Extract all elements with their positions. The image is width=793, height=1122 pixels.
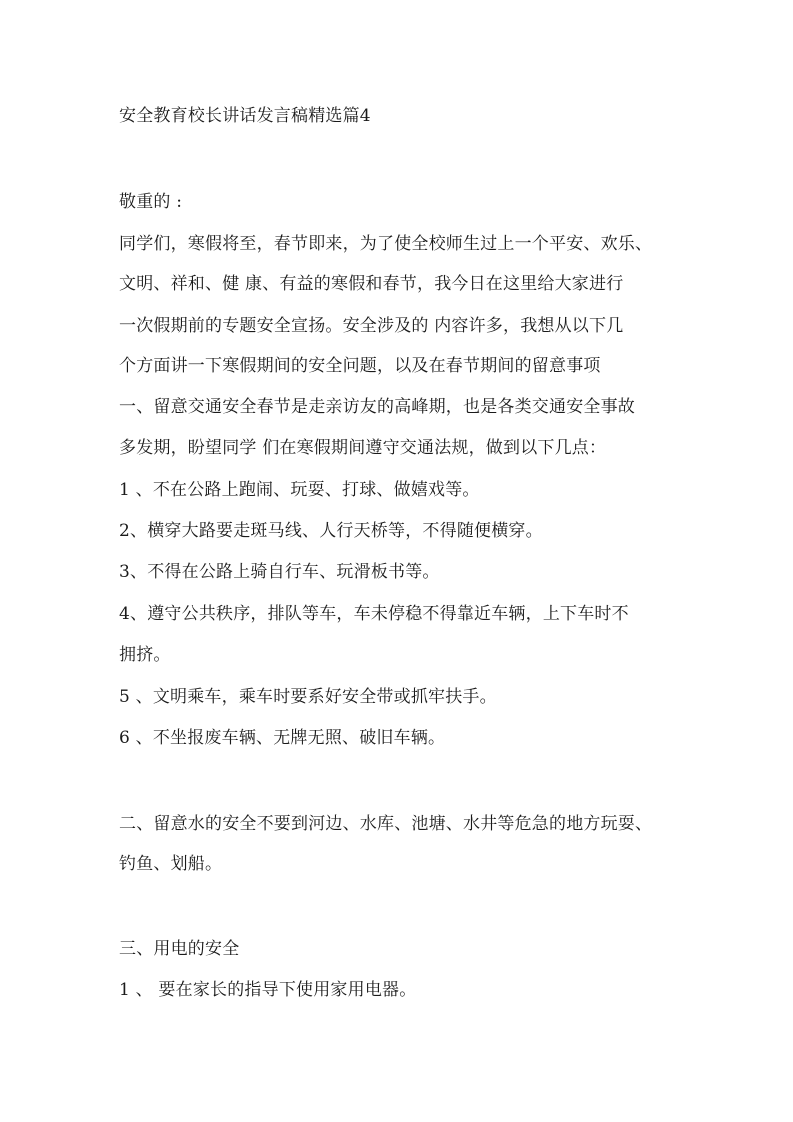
section1-heading-line: 多发期，盼望同学 们在寒假期间遵守交通法规，做到以下几点： [119,438,607,458]
section1-item: 3、不得在公路上骑自行车、玩滑板书等。 [119,562,440,582]
intro-line: 同学们，寒假将至，春节即来，为了使全校师生过上一个平安、欢乐、 [119,234,653,254]
salutation: 敬重的 : [119,192,183,212]
section1-item: 4、遵守公共秩序，排队等车，车未停稳不得靠近车辆，上下车时不 [119,604,629,624]
intro-line: 文明、祥和、健 康、有益的寒假和春节，我今日在这里给大家进行 [119,274,624,294]
intro-line: 一次假期前的专题安全宣扬。安全涉及的 内容许多，我想从以下几 [119,316,624,336]
section1-heading-line: 一、留意交通安全春节是走亲访友的高峰期，也是各类交通安全事故 [119,397,635,417]
intro-line: 个方面讲一下寒假期间的安全问题，以及在春节期间的留意事项 [119,356,601,376]
section1-item: 6 、不坐报废车辆、无牌无照、破旧车辆。 [119,728,446,748]
document-title: 安全教育校长讲话发言稿精选篇4 [119,106,371,126]
section2-line: 二、留意水的安全不要到河边、水库、池塘、水井等危急的地方玩耍、 [119,814,653,834]
section1-item: 1 、不在公路上跑闹、玩耍、打球、做嬉戏等。 [119,480,480,500]
section1-item: 拥挤。 [119,645,171,665]
section3-heading: 三、用电的安全 [119,939,240,959]
section1-item: 5 、文明乘车，乘车时要系好安全带或抓牢扶手。 [119,687,497,707]
section1-item: 2、横穿大路要走斑马线、人行天桥等，不得随便横穿。 [119,521,543,541]
section3-item: 1 、 要在家长的指导下使用家用电器。 [119,980,417,1000]
section2-line: 钓鱼、划船。 [119,854,223,874]
